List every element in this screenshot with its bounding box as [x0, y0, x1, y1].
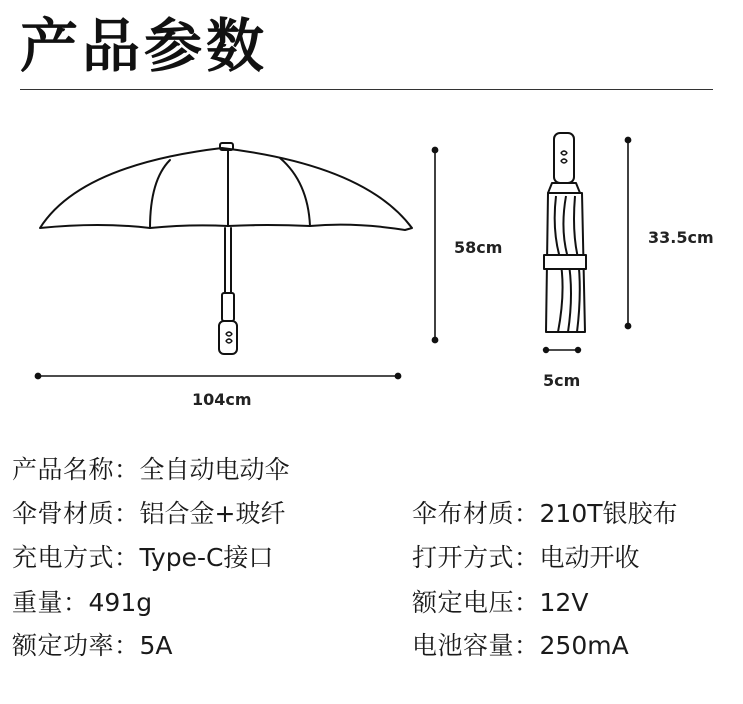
spec-opening-method	[412, 542, 640, 574]
folded-width-label: 5cm	[543, 371, 581, 390]
folded-length-dimension-line	[625, 137, 630, 328]
spec-key: 充电方式：	[12, 543, 140, 572]
spec-key: 电池容量：	[412, 631, 540, 660]
spec-value: 250mA	[539, 631, 629, 660]
spec-rated-power	[12, 630, 173, 662]
spec-key: 重量：	[12, 588, 89, 617]
spec-frame-material	[12, 498, 285, 530]
folded-width-dimension-line	[544, 348, 581, 353]
spec-value: 全自动电动伞	[139, 455, 290, 484]
spec-key: 伞骨材质：	[12, 499, 140, 528]
spec-value: 12V	[539, 588, 589, 617]
spec-value: 5A	[139, 631, 173, 660]
spec-key: 伞布材质：	[412, 499, 540, 528]
folded-length-label: 33.5cm	[648, 228, 714, 247]
page-title: 产品参数	[20, 12, 269, 80]
height-dimension-line	[432, 147, 437, 342]
spec-key: 额定功率：	[12, 631, 140, 660]
spec-weight	[12, 587, 152, 619]
spec-key: 产品名称：	[12, 455, 140, 484]
spec-value: Type-C接口	[139, 543, 274, 572]
spec-battery-capacity	[412, 630, 629, 662]
width-dimension-line	[35, 373, 400, 378]
spec-key: 额定电压：	[412, 588, 540, 617]
spec-key: 打开方式：	[412, 543, 540, 572]
open-umbrella-shaft	[219, 228, 237, 354]
folded-umbrella	[544, 133, 586, 332]
open-width-label: 104cm	[192, 390, 252, 409]
open-height-label: 58cm	[454, 238, 503, 257]
spec-product-name	[12, 454, 290, 486]
spec-charging-method	[12, 542, 273, 574]
spec-value: 电动开收	[539, 543, 640, 572]
spec-cloth-material	[412, 498, 678, 530]
spec-rated-voltage	[412, 587, 588, 619]
spec-value: 铝合金+玻纤	[139, 499, 286, 528]
spec-value: 491g	[88, 588, 153, 617]
spec-value: 210T银胶布	[539, 499, 678, 528]
open-umbrella-canopy	[40, 143, 412, 230]
